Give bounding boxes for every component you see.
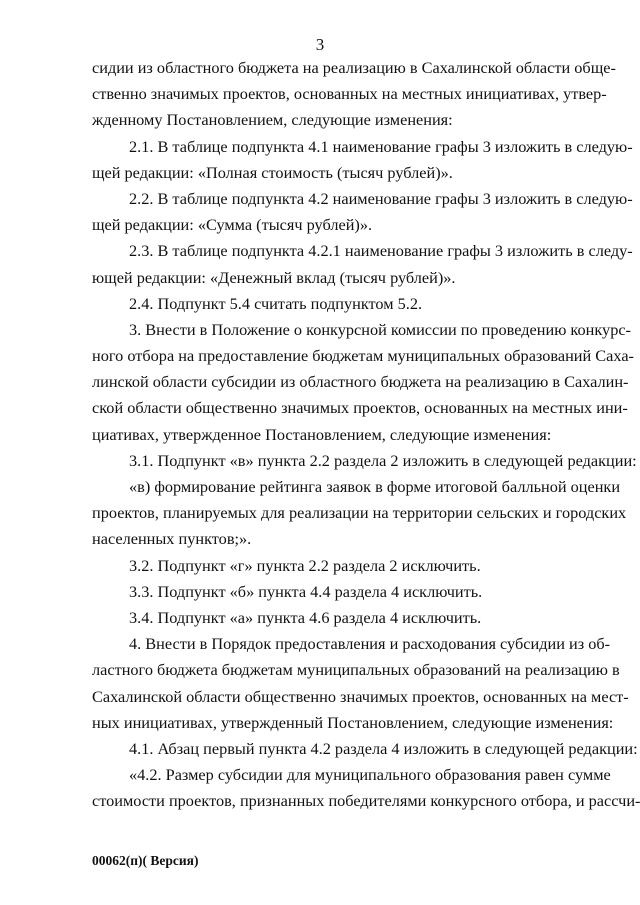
text-line: 3.4. Подпункт «а» пункта 4.6 раздела 4 исключить.: [129, 607, 482, 627]
text-line: сидии из областного бюджета на реализацию в Сахалинской области обще-: [92, 58, 616, 77]
text-line: 2.4. Подпункт 5.4 считать подпунктом 5.2.: [129, 293, 423, 313]
text-line: Сахалинской области общественно значимых проектов, основанных на мест-: [92, 686, 629, 706]
document-footer: [92, 853, 198, 869]
text-line: ного отбора на предоставление бюджетам муниципальных образований Саха-: [92, 346, 634, 366]
text-line: циативах, утвержденное Постановлением, следующие изменения:: [92, 424, 552, 444]
text-line: линской области субсидии из областного бюджета на реализацию в Сахалин-: [92, 372, 629, 392]
text-line: «в) формирование рейтинга заявок в форме итоговой балльной оценки: [129, 477, 621, 496]
document-body: [92, 55, 640, 814]
text-line: 4.1. Абзац первый пункта 4.2 раздела 4 изложить в следующей редакции:: [129, 738, 638, 758]
document-code: 00062(п): [92, 853, 143, 868]
text-line: 2.2. В таблице подпункта 4.2 наименование графы 3 изложить в следую-: [129, 188, 633, 208]
text-line: ластного бюджета бюджетам муниципальных образований на реализацию в: [92, 660, 620, 680]
text-line: 3.3. Подпункт «б» пункта 4.4 раздела 4 исключить.: [129, 581, 483, 601]
text-line: жденному Постановлением, следующие изменения:: [92, 110, 453, 130]
text-line: 3. Внести в Положение о конкурсной комиссии по проведению конкурс-: [129, 319, 631, 339]
text-line: стоимости проектов, признанных победителями конкурсного отбора, и рассчи-: [92, 791, 640, 811]
text-line: проектов, планируемых для реализации на территории сельских и городских: [92, 503, 627, 523]
text-line: 2.1. В таблице подпункта 4.1 наименование графы 3 изложить в следую-: [129, 136, 633, 156]
text-line: 3.2. Подпункт «г» пункта 2.2 раздела 2 исключить.: [129, 555, 481, 575]
text-line: щей редакции: «Полная стоимость (тысяч рублей)».: [92, 162, 453, 182]
text-line: населенных пунктов;».: [92, 529, 252, 549]
text-line: 2.3. В таблице подпункта 4.2.1 наименование графы 3 изложить в следу-: [129, 241, 633, 261]
text-line: ющей редакции: «Денежный вклад (тысяч рублей)».: [92, 267, 456, 287]
text-line: ской области общественно значимых проектов, основанных на местных ини-: [92, 398, 628, 418]
text-line: «4.2. Размер субсидии для муниципального образования равен сумме: [129, 765, 611, 785]
page-number: 3: [315, 35, 325, 54]
text-line: 4. Внести в Порядок предоставления и расходования субсидии из об-: [129, 634, 611, 654]
text-line: ных инициативах, утвержденный Постановлением, следующие изменения:: [92, 712, 614, 732]
text-line: щей редакции: «Сумма (тысяч рублей)».: [92, 215, 373, 235]
document-version: ( Версия): [142, 853, 199, 868]
text-line: 3.1. Подпункт «в» пункта 2.2 раздела 2 изложить в следующей редакции:: [129, 450, 637, 470]
text-line: ственно значимых проектов, основанных на местных инициативах, утвер-: [92, 84, 607, 104]
